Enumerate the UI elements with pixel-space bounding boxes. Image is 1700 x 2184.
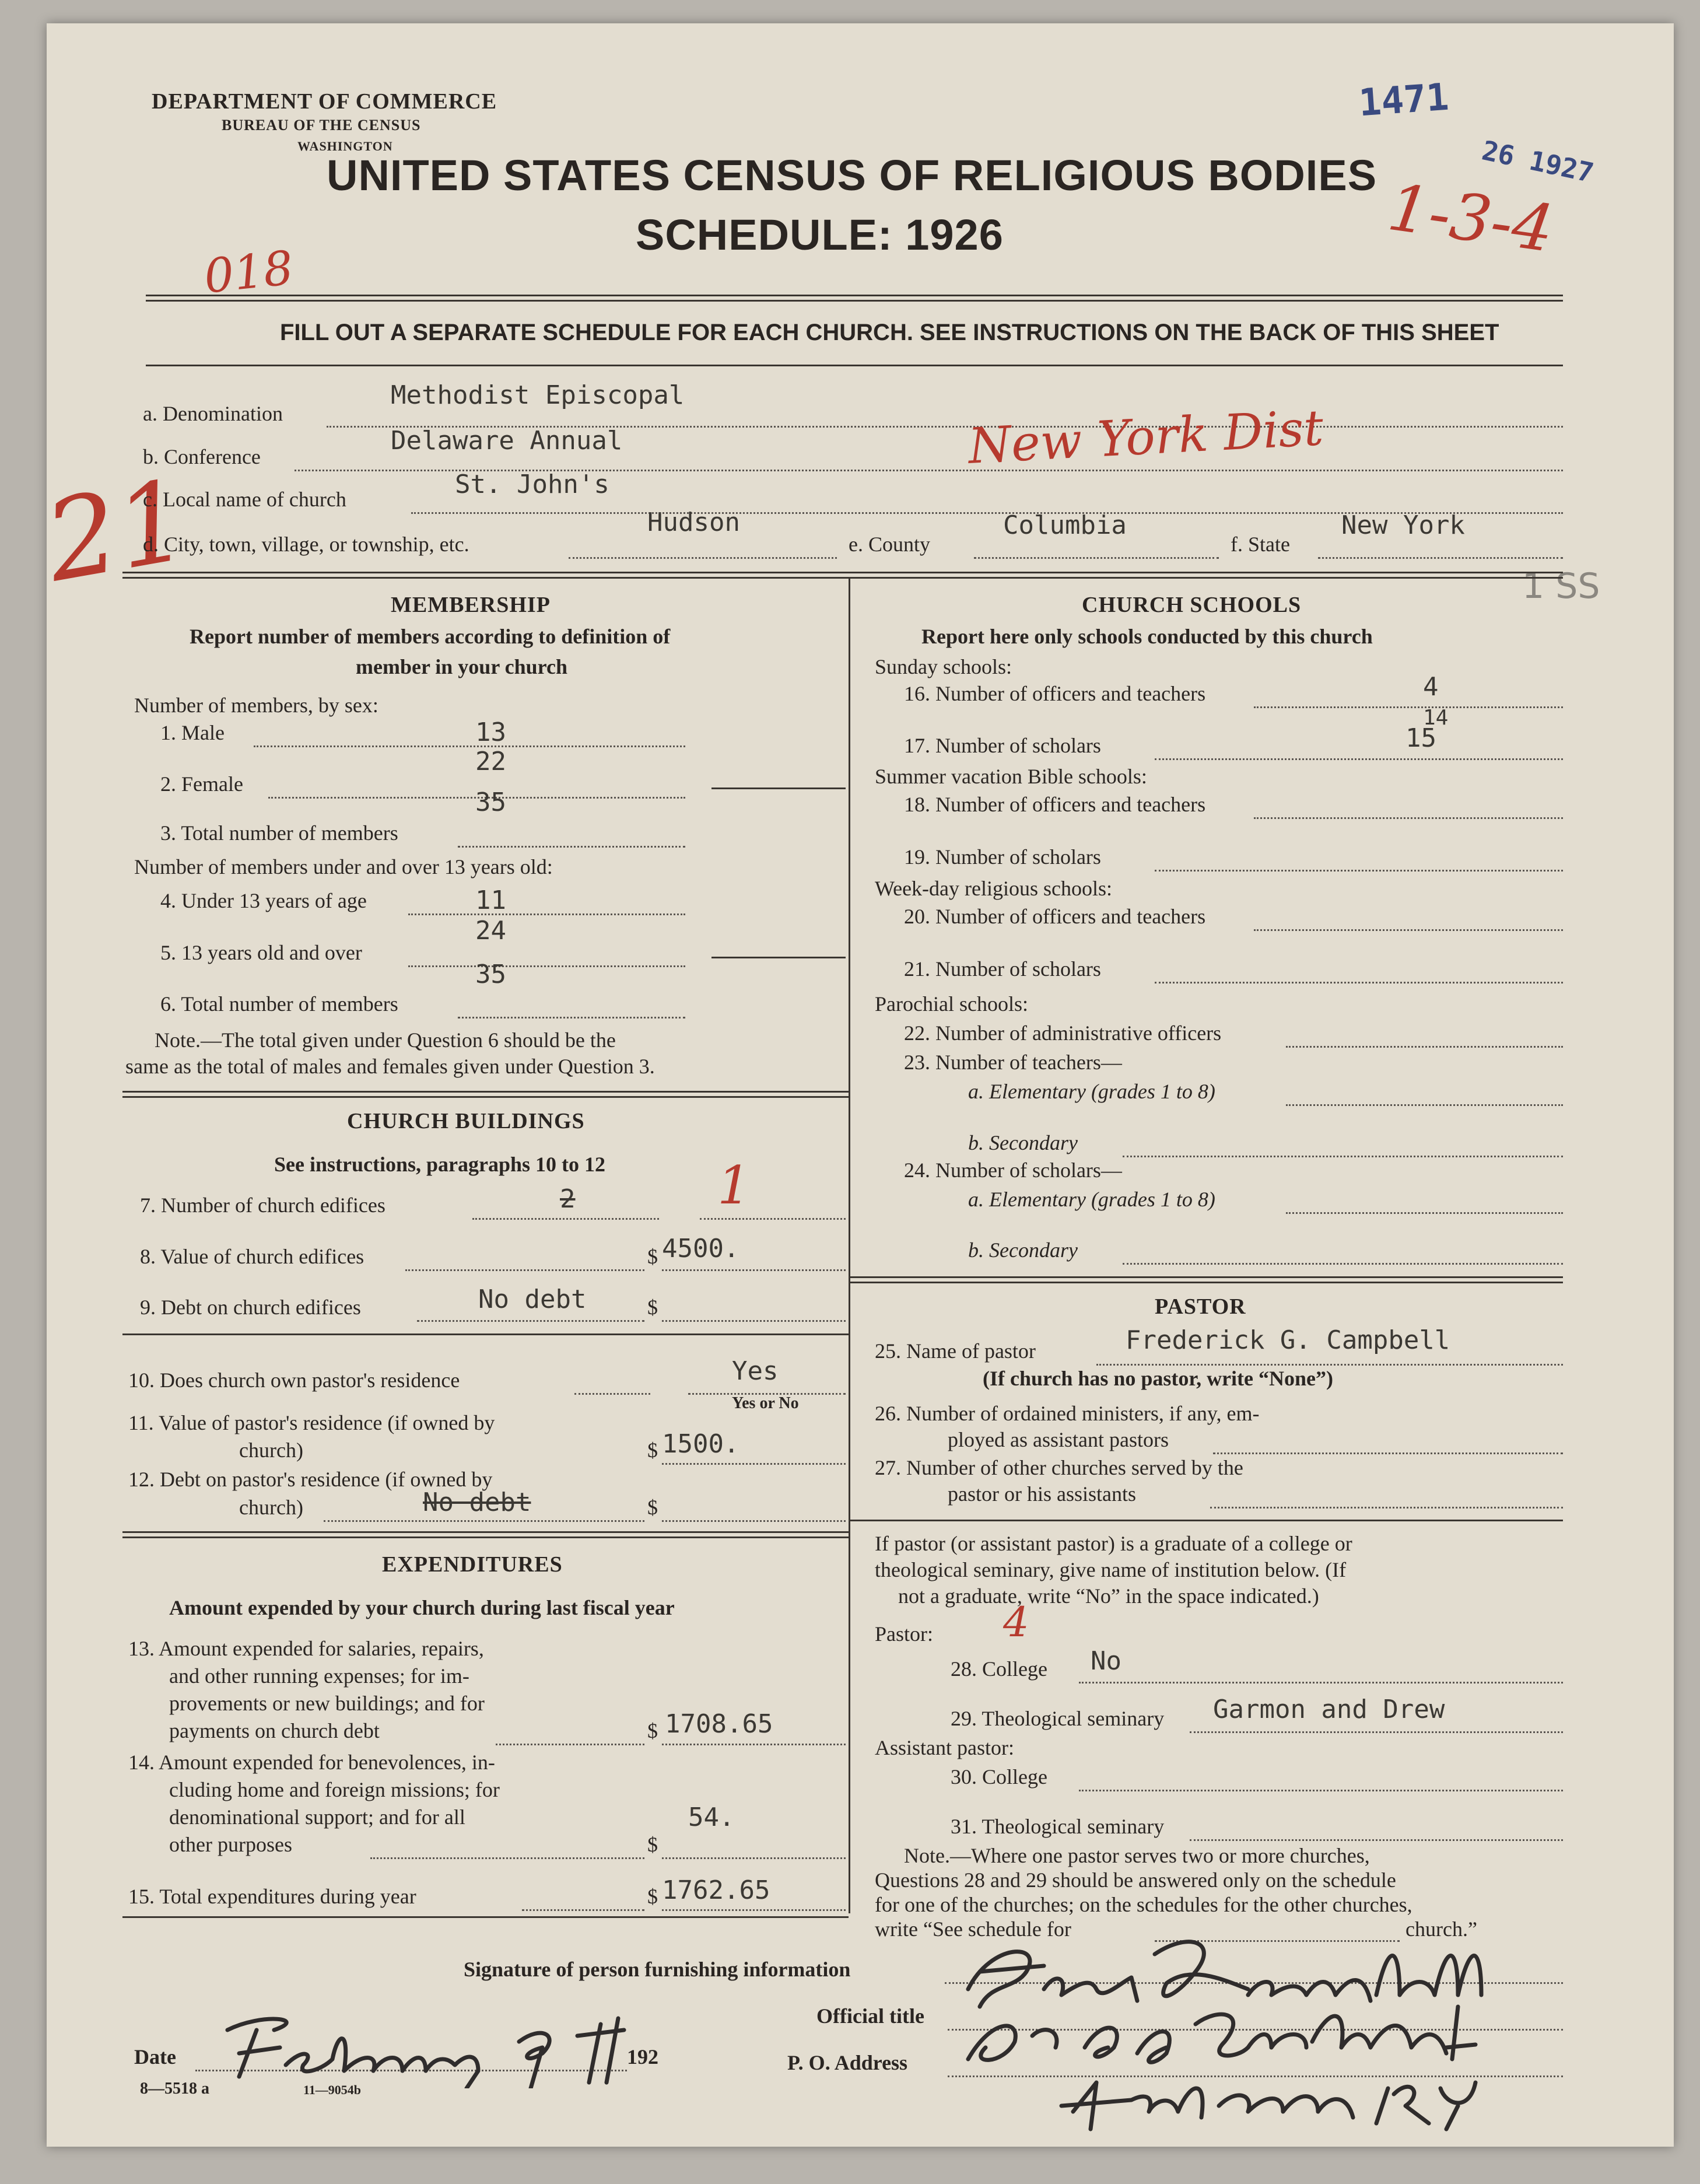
rule: [974, 557, 1219, 559]
church-name-label: c. Local name of church: [143, 488, 346, 511]
q8-label: 8. Value of church edifices: [140, 1245, 364, 1268]
q7-label: 7. Number of church edifices: [140, 1194, 385, 1217]
q1-label: 1. Male: [160, 721, 225, 744]
rule: [662, 1857, 846, 1859]
assistant-sub-label: Assistant pastor:: [875, 1736, 1014, 1759]
rule: [146, 365, 1563, 366]
q20-label: 20. Number of officers and teachers: [904, 905, 1206, 928]
handwriting-date: [216, 2007, 642, 2088]
conference-value[interactable]: Delaware Annual: [391, 426, 623, 456]
members-by-age: Number of members under and over 13 years old:: [134, 855, 553, 878]
q15-label: 15. Total expenditures during year: [128, 1885, 416, 1908]
rule: [472, 1218, 659, 1220]
schools-intro: Report here only schools conducted by this church: [921, 625, 1373, 648]
q23b-label: b. Secondary: [968, 1131, 1078, 1154]
rule: [122, 1531, 849, 1538]
rule: [662, 1320, 846, 1322]
q26-label-2: ployed as assistant pastors: [948, 1428, 1169, 1451]
q19-label: 19. Number of scholars: [904, 845, 1101, 869]
q17-value[interactable]: 15: [1405, 723, 1436, 753]
graduate-instr-3: not a graduate, write “No” in the space indicated.): [898, 1584, 1319, 1608]
rule: [1155, 870, 1563, 872]
state-label: f. State: [1231, 533, 1290, 556]
q24a-label: a. Elementary (grades 1 to 8): [968, 1188, 1215, 1211]
handwriting-signature-block: [945, 1919, 1586, 2135]
rule: [1190, 1731, 1563, 1733]
red-margin-number: 21: [36, 455, 198, 607]
dept-heading: DEPARTMENT OF COMMERCE: [152, 89, 497, 114]
county-label: e. County: [849, 533, 930, 556]
weekday-schools-label: Week-day religious schools:: [875, 877, 1113, 900]
rule: [522, 1909, 644, 1911]
gray-note: 1 SS: [1522, 566, 1600, 607]
rule: [146, 295, 1563, 302]
expenditures-intro: Amount expended by your church during last fiscal year: [169, 1596, 675, 1619]
rule: [417, 1320, 644, 1322]
q27-label-2: pastor or his assistants: [948, 1482, 1136, 1506]
rule: [662, 1269, 846, 1271]
census-schedule-sheet: [36, 23, 1674, 2147]
q25-label: 25. Name of pastor: [875, 1339, 1036, 1363]
q11-label-2: church): [239, 1438, 303, 1462]
pastor-note-3: for one of the churches; on the schedules for the other churches,: [875, 1893, 1412, 1916]
rule: [408, 965, 685, 967]
rule: [1079, 1790, 1563, 1791]
pastor-hand-mark: 4: [1003, 1598, 1029, 1646]
q7-correction: 1: [717, 1155, 751, 1216]
pastor-title: PASTOR: [1155, 1294, 1246, 1319]
pastor-note-1: Note.—Where one pastor serves two or more churches,: [904, 1844, 1370, 1867]
rule: [122, 572, 1563, 579]
rule: [1286, 1046, 1563, 1048]
q22-label: 22. Number of administrative officers: [904, 1021, 1222, 1045]
parochial-schools-label: Parochial schools:: [875, 992, 1028, 1016]
church-name-value[interactable]: St. John's: [455, 470, 609, 499]
rule: [1190, 1839, 1563, 1841]
q31-label: 31. Theological seminary: [951, 1815, 1165, 1838]
membership-title: MEMBERSHIP: [391, 593, 551, 617]
q5-value[interactable]: 24: [475, 916, 506, 946]
rule: [122, 1916, 849, 1918]
print-number: 11—9054b: [303, 2082, 362, 2097]
rule: [1286, 1212, 1563, 1214]
rule: [458, 846, 685, 848]
q10-hint: Yes or No: [732, 1394, 799, 1412]
graduate-instr-2: theological seminary, give name of institution below. (If: [875, 1558, 1347, 1581]
q28-label: 28. College: [951, 1657, 1047, 1681]
pastor-sub-label: Pastor:: [875, 1622, 934, 1646]
state-value[interactable]: New York: [1341, 510, 1465, 540]
q23a-label: a. Elementary (grades 1 to 8): [968, 1080, 1215, 1103]
q12-label-1: 12. Debt on pastor's residence (if owned by: [128, 1468, 493, 1491]
receipt-stamp-number: 1471: [1357, 75, 1450, 125]
rule: [1254, 706, 1563, 708]
rule: [1079, 1682, 1563, 1684]
membership-intro-2: member in your church: [356, 655, 568, 678]
q8-value[interactable]: 4500.: [662, 1234, 739, 1264]
column-divider: [849, 578, 850, 1913]
city-heading: WASHINGTON: [297, 139, 393, 153]
rule: [711, 957, 846, 958]
q13-label-1: 13. Amount expended for salaries, repairs,: [128, 1637, 484, 1660]
q12-value[interactable]: No debt: [423, 1488, 531, 1517]
q30-label: 30. College: [951, 1765, 1047, 1788]
buildings-title: CHURCH BUILDINGS: [347, 1109, 585, 1133]
q14-label-2: cluding home and foreign missions; for: [169, 1778, 500, 1801]
q16-label: 16. Number of officers and teachers: [904, 682, 1206, 705]
rule: [408, 914, 685, 915]
membership-intro-1: Report number of members according to definition of: [190, 625, 671, 648]
pastor-note-2: Questions 28 and 29 should be answered only on the schedule: [875, 1868, 1396, 1892]
q9-value[interactable]: No debt: [478, 1284, 587, 1314]
city-label: d. City, town, village, or township, etc.: [143, 533, 469, 556]
q10-value[interactable]: Yes: [732, 1356, 779, 1386]
q15-value[interactable]: 1762.65: [662, 1875, 770, 1905]
conference-label: b. Conference: [143, 445, 261, 468]
schools-title: CHURCH SCHOOLS: [1082, 593, 1302, 617]
rule: [1210, 1507, 1563, 1508]
q13-value[interactable]: 1708.65: [665, 1709, 773, 1739]
official-title-label: Official title: [816, 2004, 924, 2028]
rule: [849, 1520, 1563, 1521]
q25-hint: (If church has no pastor, write “None”): [983, 1367, 1334, 1390]
q18-label: 18. Number of officers and teachers: [904, 793, 1206, 816]
rule: [458, 1017, 685, 1019]
red-class-code: 1-3-4: [1383, 169, 1558, 267]
q17-label: 17. Number of scholars: [904, 734, 1101, 757]
q17-alt-value: 14: [1423, 706, 1449, 730]
q12-label-2: church): [239, 1496, 303, 1519]
q3-value[interactable]: 35: [475, 788, 506, 817]
q16-value[interactable]: 4: [1423, 672, 1439, 702]
q14-label-1: 14. Amount expended for benevolences, in-: [128, 1751, 495, 1774]
q4-value[interactable]: 11: [475, 886, 506, 915]
q11-label-1: 11. Value of pastor's residence (if owned by: [128, 1411, 495, 1434]
q25-value[interactable]: Frederick G. Campbell: [1126, 1325, 1450, 1355]
q13-label-4: payments on church debt: [169, 1719, 380, 1742]
q5-label: 5. 13 years old and over: [160, 941, 362, 964]
q12-currency: $: [647, 1496, 658, 1519]
q4-label: 4. Under 13 years of age: [160, 889, 367, 912]
buildings-intro: See instructions, paragraphs 10 to 12: [274, 1153, 606, 1176]
q9-label: 9. Debt on church edifices: [140, 1296, 361, 1319]
denomination-label: a. Denomination: [143, 402, 283, 425]
rule: [1155, 758, 1563, 760]
rule: [662, 1520, 846, 1522]
rule: [1254, 817, 1563, 819]
rule: [1213, 1452, 1563, 1454]
rule: [1123, 1263, 1563, 1265]
rule: [370, 1857, 644, 1859]
q24b-label: b. Secondary: [968, 1238, 1078, 1262]
date-label: Date: [134, 2045, 176, 2068]
q11-currency: $: [647, 1438, 658, 1462]
q3-label: 3. Total number of members: [160, 821, 398, 845]
form-number: 8—5518 a: [140, 2080, 209, 2098]
pastor-note-4: write “See schedule for: [875, 1917, 1071, 1941]
q6-label: 6. Total number of members: [160, 992, 398, 1016]
district-note: New York Dist: [966, 399, 1325, 475]
rule: [1123, 1156, 1563, 1157]
county-value[interactable]: Columbia: [1003, 510, 1127, 540]
q21-label: 21. Number of scholars: [904, 957, 1101, 981]
bureau-heading: BUREAU OF THE CENSUS: [222, 117, 421, 134]
members-by-sex: Number of members, by sex:: [134, 694, 378, 717]
sunday-schools-label: Sunday schools:: [875, 655, 1012, 678]
instruction-bar: FILL OUT A SEPARATE SCHEDULE FOR EACH CHURCH. SEE INSTRUCTIONS ON THE BACK OF THIS SHEET: [280, 320, 1499, 345]
date-year-prefix: 192: [627, 2045, 658, 2068]
q14-label-4: other purposes: [169, 1833, 292, 1856]
q13-label-3: provements or new buildings; and for: [169, 1692, 485, 1715]
city-value[interactable]: Hudson: [647, 508, 740, 537]
rule: [1318, 557, 1563, 559]
po-address-label: P. O. Address: [787, 2051, 908, 2074]
signature-label: Signature of person furnishing information: [464, 1958, 851, 1981]
q29-value[interactable]: Garmon and Drew: [1213, 1695, 1445, 1724]
q23-label: 23. Number of teachers—: [904, 1051, 1122, 1074]
pastor-note-5: church.”: [1405, 1917, 1477, 1941]
summer-schools-label: Summer vacation Bible schools:: [875, 765, 1147, 788]
rule: [1254, 929, 1563, 931]
rule: [662, 1463, 846, 1465]
page-title: UNITED STATES CENSUS OF RELIGIOUS BODIES: [327, 151, 1377, 200]
q13-label-2: and other running expenses; for im-: [169, 1664, 469, 1688]
rule: [569, 557, 837, 559]
q13-currency: $: [647, 1719, 658, 1742]
denomination-value[interactable]: Methodist Episcopal: [391, 380, 685, 410]
q2-label: 2. Female: [160, 772, 243, 796]
expenditures-title: EXPENDITURES: [382, 1552, 563, 1577]
rule: [1155, 982, 1563, 984]
rule: [405, 1269, 644, 1271]
q14-currency: $: [647, 1833, 658, 1856]
q15-currency: $: [647, 1885, 658, 1908]
rule: [662, 1909, 846, 1911]
q8-currency: $: [647, 1245, 658, 1268]
q11-value[interactable]: 1500.: [662, 1429, 739, 1459]
rule: [122, 1091, 849, 1098]
q26-label-1: 26. Number of ordained ministers, if any, em-: [875, 1402, 1260, 1425]
red-number: 018: [201, 240, 296, 304]
q7-value[interactable]: 2: [560, 1184, 576, 1214]
q9-currency: $: [647, 1296, 658, 1319]
q1-value[interactable]: 13: [475, 718, 506, 747]
q14-value[interactable]: 54.: [688, 1803, 735, 1832]
rule: [324, 1520, 644, 1522]
rule: [711, 788, 846, 789]
rule: [496, 1744, 644, 1745]
q6-value[interactable]: 35: [475, 960, 506, 989]
rule: [662, 1744, 846, 1745]
q2-value[interactable]: 22: [475, 747, 506, 776]
q27-label-1: 27. Number of other churches served by the: [875, 1456, 1243, 1479]
graduate-instr-1: If pastor (or assistant pastor) is a graduate of a college or: [875, 1532, 1352, 1555]
membership-note-1: Note.—The total given under Question 6 should be the: [155, 1028, 616, 1052]
rule: [1096, 1364, 1563, 1366]
rule: [254, 746, 685, 747]
q10-label: 10. Does church own pastor's residence: [128, 1368, 460, 1392]
q14-label-3: denominational support; and for all: [169, 1805, 465, 1829]
rule: [849, 1276, 1563, 1283]
receipt-stamp-date: 26 1927: [1479, 134, 1597, 189]
q29-label: 29. Theological seminary: [951, 1707, 1165, 1730]
rule: [1286, 1104, 1563, 1106]
membership-note-2: same as the total of males and females given under Question 3.: [125, 1055, 655, 1078]
schedule-title: SCHEDULE: 1926: [636, 211, 1004, 259]
rule: [574, 1393, 650, 1395]
rule: [700, 1218, 846, 1220]
q24-label: 24. Number of scholars—: [904, 1158, 1122, 1182]
rule: [122, 1334, 849, 1335]
q28-value[interactable]: No: [1091, 1646, 1121, 1676]
